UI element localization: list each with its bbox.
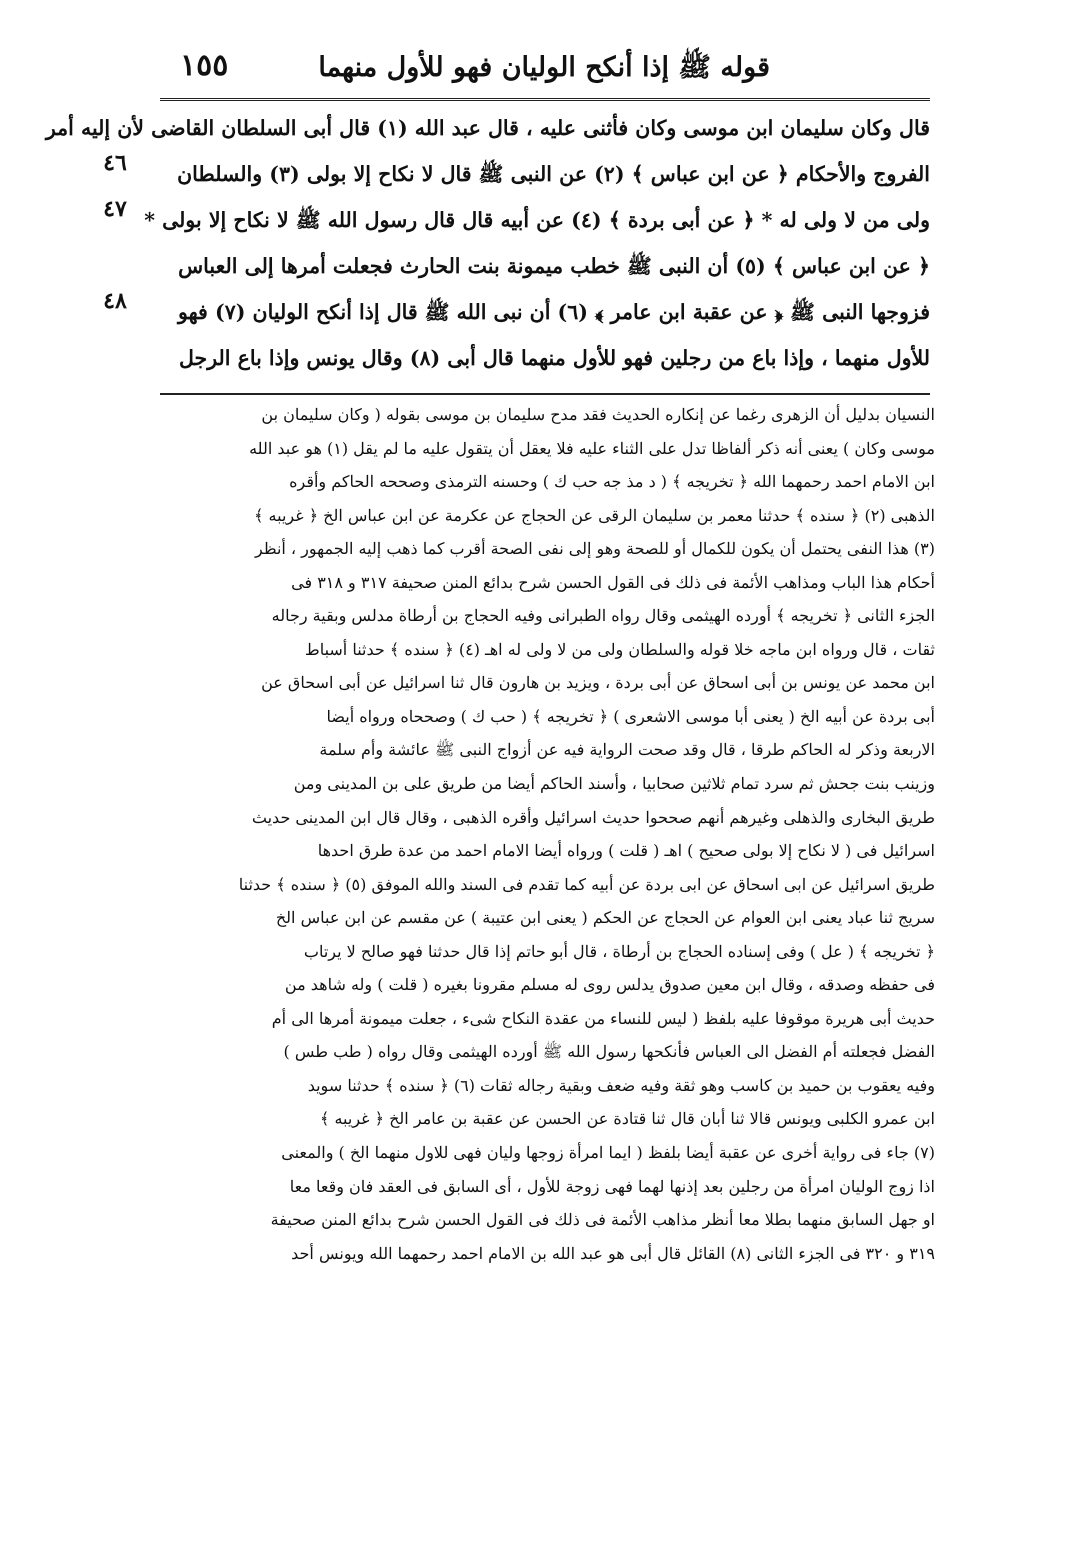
commentary-line: النسيان بدليل أن الزهرى رغما عن إنكاره الحديث فقد مدح سليمان بن موسى بقوله ( وكان سليمان بن <box>261 405 935 424</box>
commentary-line: فى حفظه وصدقه ، وقال ابن معين صدوق يدلس روى له مسلم مقرونا بغيره ( قلت ) وله شاهد من <box>284 975 935 995</box>
main-text-line: الفروج والأحكام ﴿ عن ابن عباس ﴾ (٢) عن النبى ﷺ قال لا نكاح إلا بولى (٣) والسلطان <box>177 162 930 186</box>
commentary-line: (٧) جاء فى رواية أخرى عن عقبة أيضا بلفظ ( ايما امرأة زوجها وليان فهى للاول منهما الخ ) والمعنى <box>281 1143 935 1163</box>
header-divider <box>160 98 930 101</box>
page-header <box>150 40 770 98</box>
commentary-line: أبى بردة عن أبيه الخ ( يعنى أبا موسى الاشعرى ) ﴿ تخريجه ﴾ ( حب ك ) وصححاه ورواه أيضا <box>326 706 935 726</box>
commentary-line: ﴿ تخريجه ﴾ ( عل ) وفى إسناده الحجاج بن أرطاة ، قال أبو حاتم إذا قال حدثنا فهو صالح لا يرتاب <box>303 941 935 961</box>
main-text-line: قال وكان سليمان ابن موسى وكان فأثنى عليه ، قال عبد الله (١) قال أبى السلطان القاضى لأن إليه أمر <box>45 116 930 140</box>
page-title: قوله ﷺ إذا أنكح الوليان فهو للأول منهما <box>318 52 770 83</box>
footnote-divider <box>160 393 930 395</box>
commentary-line: الذهبى (٢) ﴿ سنده ﴾ حدثنا معمر بن سليمان الرقى عن الحجاج عن عكرمة عن ابن عباس الخ ﴿ غريبه ﴾ <box>254 505 935 525</box>
commentary-line: طريق اسرائيل عن ابى اسحاق عن ابى بردة عن أبيه كما تقدم فى السند والله الموفق (٥) ﴿ سنده ﴾ حدثنا <box>238 874 935 894</box>
commentary-line: ابن الامام احمد رحمهما الله ﴿ تخريجه ﴾ ( د مذ جه حب ك ) وحسنه الترمذى وصححه الحاكم وأقره <box>289 472 935 492</box>
commentary-line: ٣١٩ و ٣٢٠ فى الجزء الثانى (٨) القائل قال أبى هو عبد الله بن الامام احمد رحمهما الله ويونس أحد <box>291 1243 935 1263</box>
commentary-line: ابن محمد عن يونس بن أبى اسحاق عن أبى بردة ، ويزيد بن هارون قال ثنا اسرائيل عن أبى اسحاق عن <box>261 673 935 693</box>
main-text-line: ﴿ عن ابن عباس ﴾ (٥) أن النبى ﷺ خطب ميمونة بنت الحارث فجعلت أمرها إلى العباس <box>178 254 930 278</box>
commentary-line: او جهل السابق منهما بطلا معا أنظر مذاهب الأئمة فى ذلك فى القول الحسن شرح بدائع المنن صحيفة <box>270 1210 935 1230</box>
main-text-line: فزوجها النبى ﷺ ﴿ عن عقبة ابن عامر ﴾ (٦) أن نبى الله ﷺ قال إذا أنكح الوليان (٧) فهو <box>178 300 930 324</box>
commentary-line: الاربعة وذكر له الحاكم طرقا ، قال وقد صحت الرواية فيه عن أزواج النبى ﷺ عائشة وأم سلمة <box>319 740 935 760</box>
hadith-number: ٤٨ <box>103 288 127 314</box>
commentary-line: الفضل فجعلته أم الفضل الى العباس فأنكحها رسول الله ﷺ أورده الهيثمى وقال رواه ( طب طس ) <box>283 1042 935 1062</box>
commentary-line: ثقات ، قال ورواه ابن ماجه خلا قوله والسلطان ولى من لا ولى له اهـ (٤) ﴿ سنده ﴾ حدثنا أسباط <box>304 639 935 659</box>
commentary-line: موسى وكان ) يعنى أنه ذكر ألفاظا تدل على الثناء عليه فلا يعقل أن يتقول عليه ما لم يقل (١) هو عبد الله <box>249 438 935 458</box>
commentary-line: أحكام هذا الباب ومذاهب الأئمة فى ذلك فى القول الحسن شرح بدائع المنن صحيفة ٣١٧ و ٣١٨ فى <box>291 572 935 592</box>
main-text-line: ولى من لا ولى له * ﴿ عن أبى بردة ﴾ (٤) عن أبيه قال قال رسول الله ﷺ لا نكاح إلا بولى * <box>144 208 930 232</box>
commentary-line: ابن عمرو الكلبى ويونس قالا ثنا أبان قال ثنا قتادة عن الحسن عن عقبة بن عامر الخ ﴿ غريبه ﴾ <box>320 1109 935 1129</box>
commentary-line: اسرائيل فى ( لا نكاح إلا بولى صحيح ) اهـ ( قلت ) ورواه أيضا الامام احمد من عدة طرق احدها <box>317 841 935 861</box>
hadith-number: ٤٦ <box>103 150 127 176</box>
hadith-number: ٤٧ <box>103 196 127 222</box>
commentary-line: وزينب بنت جحش ثم سرد تمام ثلاثين صحابيا ، وأسند الحاكم أيضا من طريق على بن المدينى ومن <box>293 774 935 794</box>
main-text-line: للأول منهما ، وإذا باع من رجلين فهو للأول منهما قال أبى (٨) وقال يونس وإذا باع الرجل <box>179 346 930 370</box>
commentary <box>150 398 935 1270</box>
commentary-line: حديث أبى هريرة موقوفا عليه بلفظ ( ليس للنساء من عقدة النكاح شىء ، جعلت ميمونة أمرها الى أم <box>271 1008 935 1028</box>
commentary-line: سريج ثنا عباد يعنى ابن العوام عن الحجاج عن الحكم ( يعنى ابن عتيبة ) عن مقسم عن ابن عباس الخ <box>275 908 935 928</box>
commentary-line: اذا زوج الوليان امرأة من رجلين بعد إذنها لهما فهى زوجة للأول ، أى السابق فى العقد فان وقعا معا <box>289 1176 935 1196</box>
page-number: ١٥٥ <box>180 48 229 83</box>
commentary-line: (٣) هذا النفى يحتمل أن يكون للكمال أو للصحة وهو إلى نفى الصحة أقرب كما ذهب إليه الجمهور ، أنظر <box>254 539 935 559</box>
commentary-line: وفيه يعقوب بن حميد بن كاسب وهو ثقة وفيه ضعف وبقية رجاله ثقات (٦) ﴿ سنده ﴾ حدثنا سويد <box>307 1075 935 1095</box>
commentary-line: طريق البخارى والذهلى وغيرهم أنهم صححوا حديث اسرائيل وأقره الذهبى ، وقال قال ابن المدينى حديث <box>251 807 935 827</box>
commentary-line: الجزء الثانى ﴿ تخريجه ﴾ أورده الهيثمى وقال رواه الطبرانى وفيه الحجاج بن أرطاة مدلس وبقية رجاله <box>271 606 935 626</box>
